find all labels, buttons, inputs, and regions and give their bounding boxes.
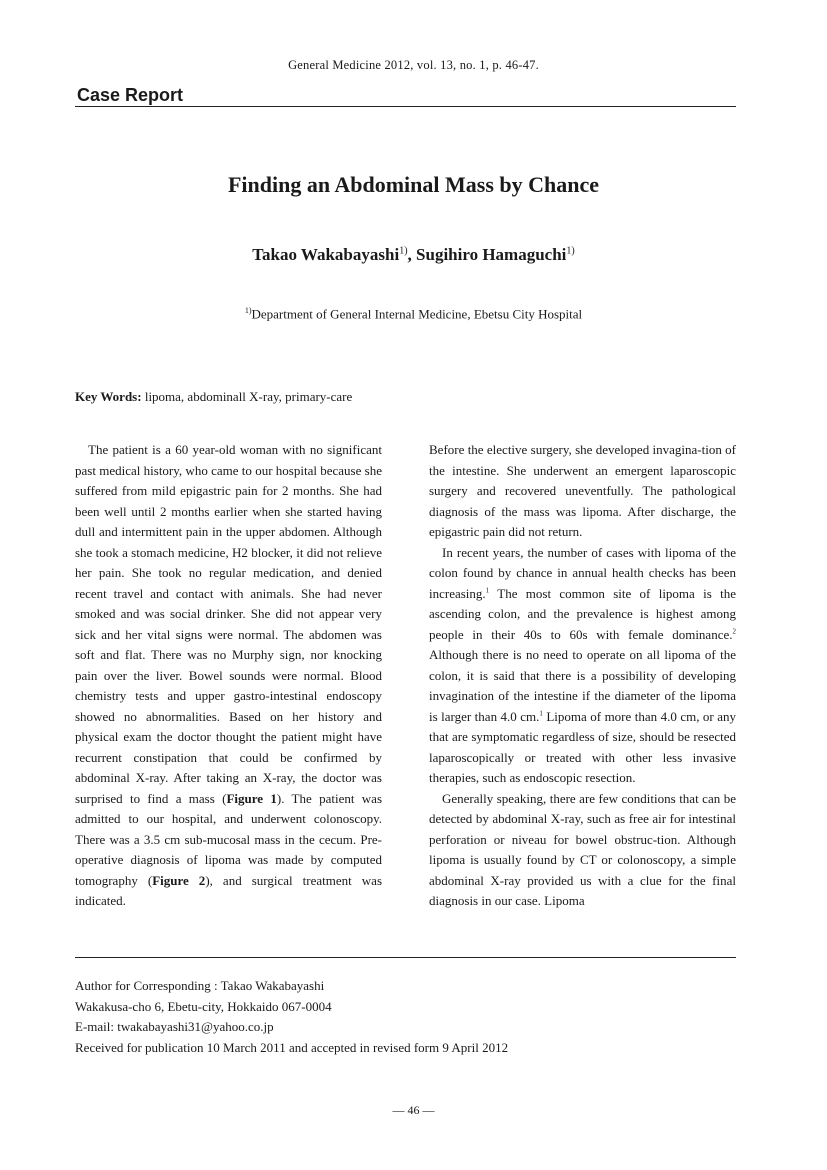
footnote-divider bbox=[75, 957, 736, 958]
author-affiliation-mark: 1) bbox=[566, 245, 575, 257]
body-column-left bbox=[75, 440, 382, 940]
affiliation-text: Department of General Internal Medicine, Ebetsu City Hospital bbox=[251, 306, 583, 322]
keywords-list: lipoma, abdominall X-ray, primary-care bbox=[141, 389, 353, 404]
body-paragraph: Before the elective surgery, she developed invagina-tion of the intestine. She underwent an emergent laparoscopic surgery and recovered uneventfully. The pathological diagnosis of the mass was lipoma. After discharge, the epigastric pain did not return. bbox=[429, 442, 736, 539]
body-column-right bbox=[429, 440, 736, 940]
keywords bbox=[75, 389, 352, 405]
author-email: E-mail: twakabayashi31@yahoo.co.jp bbox=[75, 1019, 274, 1034]
author-affiliation-mark: 1) bbox=[399, 245, 408, 257]
body-paragraph: Generally speaking, there are few conditions that can be detected by abdominal X-ray, such as free air for intestinal perforation or niveau for bowel obstruc-tion. Although lipoma is usually found by CT or colonoscopy, a simple abdominal X-ray provided us with a clue for the final diagnosis in our case. Lipoma bbox=[429, 790, 736, 908]
citation-ref: 1 bbox=[539, 709, 543, 718]
body-text: Although there is no need to operate on all lipoma of the colon, it is said that there is a possibility of developing invagination of the intestine if the diameter of the lipoma is larger than 4.0 cm. bbox=[429, 647, 736, 724]
author-name: Sugihiro Hamaguchi bbox=[416, 245, 567, 264]
corresponding-author: Author for Corresponding : Takao Wakabayashi bbox=[75, 978, 325, 993]
journal-citation: General Medicine 2012, vol. 13, no. 1, p. 46-47. bbox=[288, 58, 539, 72]
body-text: ). The patient was admitted to our hospital, and underwent colonoscopy. There was a 3.5 cm sub-mucosal mass in the cecum. Pre-operative diagnosis of lipoma was made by computed tomography ( bbox=[75, 790, 382, 888]
affiliation-mark: 1) bbox=[244, 306, 252, 315]
body-text: Lipoma of more than 4.0 cm, or any that are symptomatic regardless of size, should be resected laparoscopically or treated with other less invasive therapies, such as endoscopic resection. bbox=[429, 708, 736, 785]
body-text: In recent years, the number of cases with lipoma of the colon found by chance in annual health checks has been increasing. bbox=[429, 544, 736, 601]
footnotes bbox=[75, 976, 508, 1058]
page-number: — 46 — bbox=[392, 1103, 435, 1117]
body-text: The most common site of lipoma is the ascending colon, and the prevalence is highest among people in their 40s to 60s with female dominance. bbox=[429, 585, 736, 642]
body-paragraph bbox=[75, 440, 382, 912]
citation-ref: 2 bbox=[732, 627, 736, 636]
author-name: Takao Wakabayashi bbox=[252, 245, 400, 264]
author-address: Wakakusa-cho 6, Ebetu-city, Hokkaido 067-0004 bbox=[75, 998, 332, 1014]
publication-dates: Received for publication 10 March 2011 and accepted in revised form 9 April 2012 bbox=[75, 1039, 509, 1055]
header-divider bbox=[75, 106, 736, 107]
figure-reference: Figure 1 bbox=[226, 790, 277, 806]
citation-ref: 1 bbox=[485, 586, 490, 595]
author-list bbox=[0, 245, 827, 265]
body-paragraph bbox=[429, 543, 736, 789]
section-label: Case Report bbox=[77, 85, 184, 105]
article-title: Finding an Abdominal Mass by Chance bbox=[227, 172, 600, 197]
keywords-label: Key Words: bbox=[75, 389, 142, 404]
body-text: ), and surgical treatment was indicated. bbox=[75, 872, 382, 908]
body-text: The patient is a 60 year-old woman with no significant past medical history, who came to our hospital because she suffered from mild epigastric pain for 2 months. She had been well until 2 months earlier when she started having dull and intermittent pain in the upper abdomen. Although she took a stomach medicine, H2 blocker, it did not relieve her pain. She took no regular medication, and denied recent travel and contact with animals. She had never smoked and was social drinker. She did not appear very sick and her vital signs were normal. The abdomen was soft and flat. There was no Murphy sign, nor knocking pain over the liver. Bowel sounds were normal. Blood chemistry tests and upper gastro-intestinal endoscopy showed no abnormalities. Based on her history and physical exam the doctor thought the patient might have recurrent constipation that could be confirmed by abdominal X-ray. After taking an X-ray, the doctor was surprised to find a mass ( bbox=[75, 442, 382, 806]
figure-reference: Figure 2 bbox=[152, 872, 206, 888]
author-separator: , bbox=[407, 245, 417, 264]
affiliation bbox=[0, 306, 827, 322]
